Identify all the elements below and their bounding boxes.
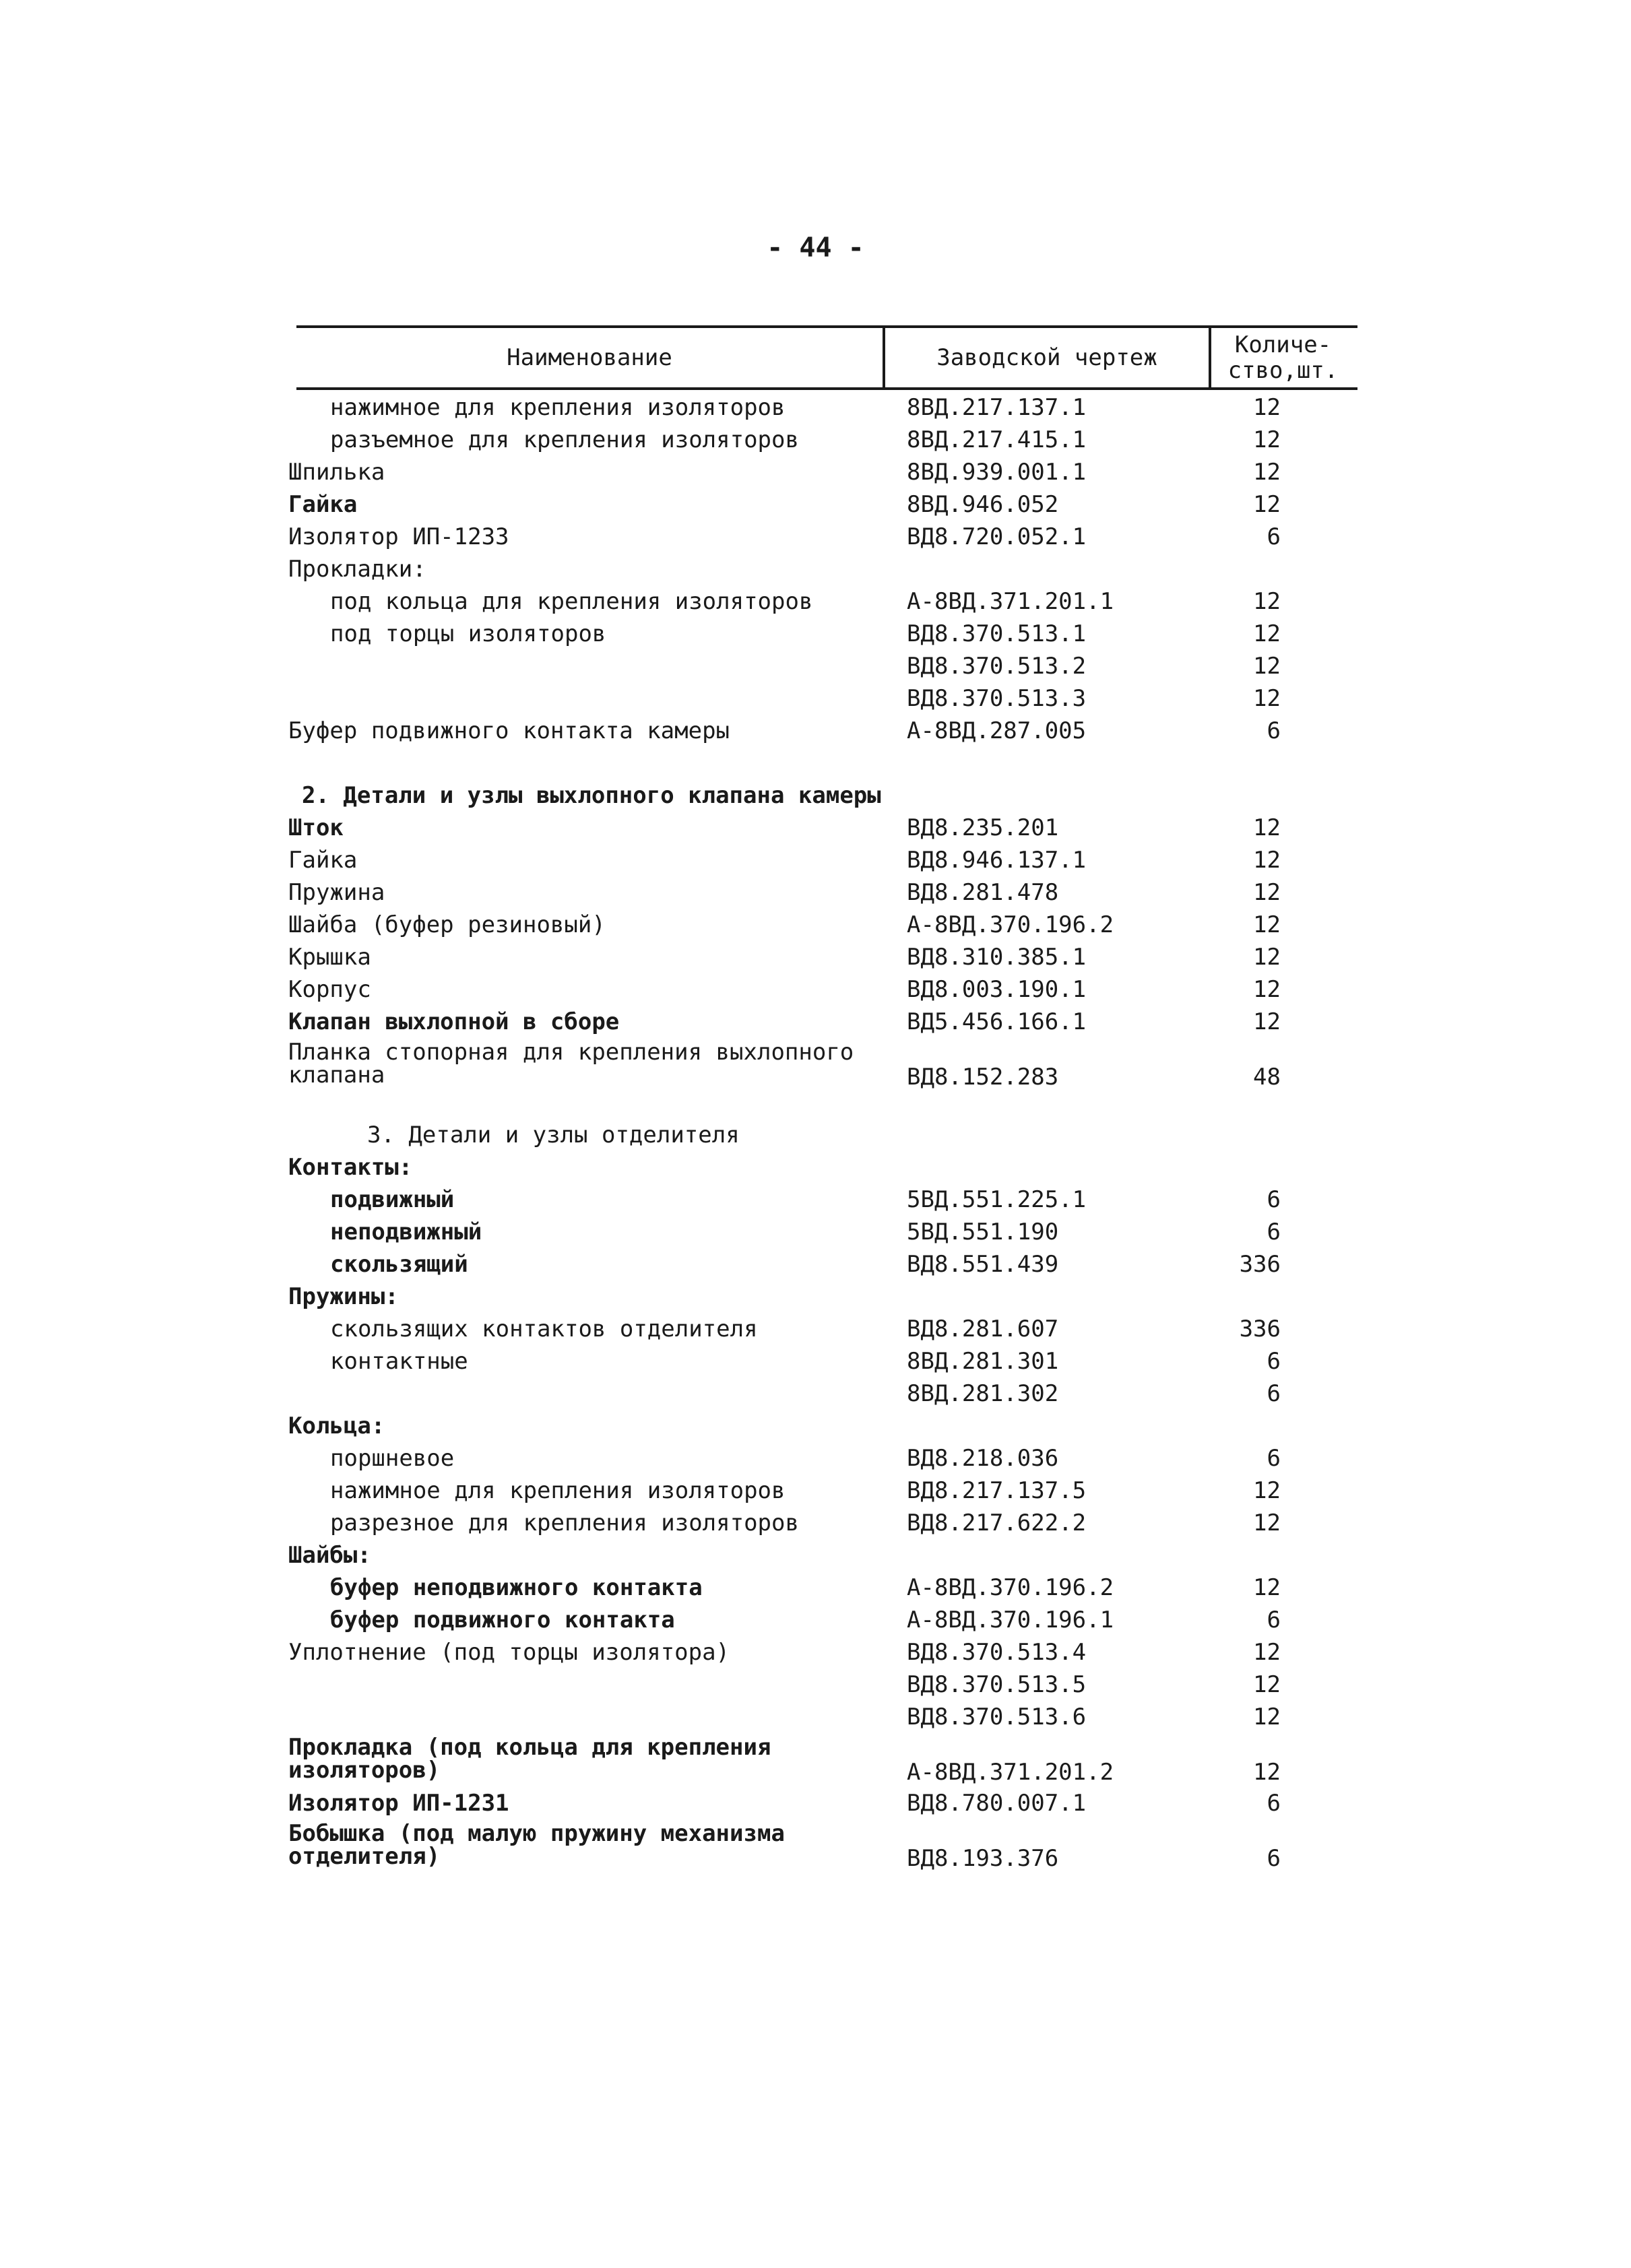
drawing-number: А-8ВД.371.201.1 [907,588,1114,615]
drawing-number: ВД8.370.513.2 [907,653,1087,680]
column-header-name: Наименование [507,344,672,371]
quantity: 12 [1253,976,1281,1003]
drawing-number: 8ВД.939.001.1 [907,459,1087,486]
part-name: нажимное для крепления изоляторов [330,1477,786,1504]
part-name: Шайба (буфер резиновый) [288,911,606,938]
drawing-number: ВД8.720.052.1 [907,523,1087,550]
drawing-number: 8ВД.217.415.1 [907,426,1087,453]
quantity: 6 [1267,1790,1281,1817]
drawing-number: ВД8.551.439 [907,1251,1059,1278]
drawing-number: ВД8.152.283 [907,1064,1059,1091]
column-header-drawing: Заводской чертеж [883,328,1211,387]
part-name: Шток [288,814,344,841]
quantity: 12 [1253,685,1281,712]
quantity-header-line2: ство,шт. [1227,357,1339,384]
part-name: скользящий [330,1251,468,1278]
part-name: Клапан выхлопной в сборе [288,1008,620,1035]
quantity: 6 [1267,523,1281,550]
part-name: поршневое [330,1445,455,1472]
quantity: 6 [1267,1380,1281,1407]
part-name: буфер подвижного контакта [330,1607,675,1633]
drawing-number: ВД8.370.513.4 [907,1639,1087,1666]
drawing-number: ВД8.281.607 [907,1316,1059,1342]
drawing-number: А-8ВД.370.196.2 [907,1574,1114,1601]
drawing-number: А-8ВД.370.196.1 [907,1607,1114,1633]
part-name: Крышка [288,944,371,971]
quantity: 12 [1253,814,1281,841]
quantity-header-line1: Количе- [1234,331,1332,358]
part-name: Прокладка (под кольца для крепления изоляторов) [288,1734,771,1784]
quantity: 12 [1253,944,1281,971]
drawing-number: 5ВД.551.225.1 [907,1186,1087,1213]
drawing-number: ВД8.370.513.3 [907,685,1087,712]
quantity: 12 [1253,1671,1281,1698]
table-header [296,325,1357,390]
quantity: 12 [1253,1574,1281,1601]
part-name: Бобышка (под малую пружину механизма отделителя) [288,1820,785,1870]
part-name: Шпилька [288,459,385,486]
drawing-number: ВД8.217.137.5 [907,1477,1087,1504]
quantity: 336 [1239,1251,1281,1278]
drawing-number: ВД8.003.190.1 [907,976,1087,1003]
quantity: 6 [1267,1845,1281,1872]
quantity: 12 [1253,588,1281,615]
quantity: 12 [1253,491,1281,518]
part-name: неподвижный [330,1219,482,1245]
drawing-number: ВД8.946.137.1 [907,847,1087,874]
drawing-number: 8ВД.217.137.1 [907,394,1087,421]
drawing-number: ВД8.217.622.2 [907,1510,1087,1536]
drawing-number: 8ВД.281.301 [907,1348,1059,1375]
quantity: 12 [1253,1477,1281,1504]
quantity: 12 [1253,879,1281,906]
drawing-number: 8ВД.946.052 [907,491,1059,518]
part-name: скользящих контактов отделителя [330,1316,758,1342]
quantity: 6 [1267,1186,1281,1213]
drawing-number: ВД8.310.385.1 [907,944,1087,971]
quantity: 12 [1253,1759,1281,1786]
page-number: - 44 - [767,232,864,263]
quantity: 12 [1253,1510,1281,1536]
part-name: разъемное для крепления изоляторов [330,426,799,453]
part-name: разрезное для крепления изоляторов [330,1510,799,1536]
part-name: 2. Детали и узлы выхлопного клапана камеры [302,782,881,809]
quantity: 336 [1239,1316,1281,1342]
part-name: контактные [330,1348,468,1375]
part-name: 3. Детали и узлы отделителя [367,1122,740,1148]
part-name: буфер неподвижного контакта [330,1574,703,1601]
quantity: 12 [1253,911,1281,938]
quantity: 6 [1267,1219,1281,1245]
drawing-number: А-8ВД.371.201.2 [907,1759,1114,1786]
drawing-number: А-8ВД.287.005 [907,717,1087,744]
quantity: 12 [1253,459,1281,486]
quantity: 12 [1253,426,1281,453]
quantity: 12 [1253,1639,1281,1666]
part-name: Изолятор ИП-1231 [288,1790,509,1817]
part-name: Гайка [288,847,358,874]
drawing-number: ВД8.281.478 [907,879,1059,906]
drawing-number: ВД8.780.007.1 [907,1790,1087,1817]
quantity: 12 [1253,394,1281,421]
part-name: Контакты: [288,1154,413,1181]
quantity: 6 [1267,717,1281,744]
drawing-number: ВД8.370.513.6 [907,1704,1087,1730]
drawing-number: ВД5.456.166.1 [907,1008,1087,1035]
part-name: Кольца: [288,1413,385,1439]
drawing-number: ВД8.218.036 [907,1445,1059,1472]
drawing-number: 5ВД.551.190 [907,1219,1059,1245]
drawing-number: ВД8.193.376 [907,1845,1059,1872]
quantity: 6 [1267,1445,1281,1472]
part-name: нажимное для крепления изоляторов [330,394,786,421]
quantity: 6 [1267,1607,1281,1633]
quantity: 6 [1267,1348,1281,1375]
quantity: 48 [1253,1064,1281,1091]
part-name: Гайка [288,491,358,518]
drawing-number: ВД8.235.201 [907,814,1059,841]
quantity: 12 [1253,1704,1281,1730]
part-name: Пружина [288,879,385,906]
part-name: Уплотнение (под торцы изолятора) [288,1639,730,1666]
part-name: Пружины: [288,1283,399,1310]
part-name: Прокладки: [288,556,426,583]
drawing-number: А-8ВД.370.196.2 [907,911,1114,938]
quantity: 12 [1253,620,1281,647]
column-header-quantity [1209,328,1357,391]
part-name: Корпус [288,976,371,1003]
part-name: Шайбы: [288,1542,371,1569]
drawing-number: ВД8.370.513.1 [907,620,1087,647]
part-name: под торцы изоляторов [330,620,606,647]
drawing-number: ВД8.370.513.5 [907,1671,1087,1698]
quantity: 12 [1253,653,1281,680]
part-name: Планка стопорная для крепления выхлопного клапана [288,1039,854,1089]
drawing-number: 8ВД.281.302 [907,1380,1059,1407]
part-name: под кольца для крепления изоляторов [330,588,813,615]
part-name: подвижный [330,1186,455,1213]
part-name: Изолятор ИП-1233 [288,523,509,550]
part-name: Буфер подвижного контакта камеры [288,717,730,744]
quantity: 12 [1253,1008,1281,1035]
quantity: 12 [1253,847,1281,874]
